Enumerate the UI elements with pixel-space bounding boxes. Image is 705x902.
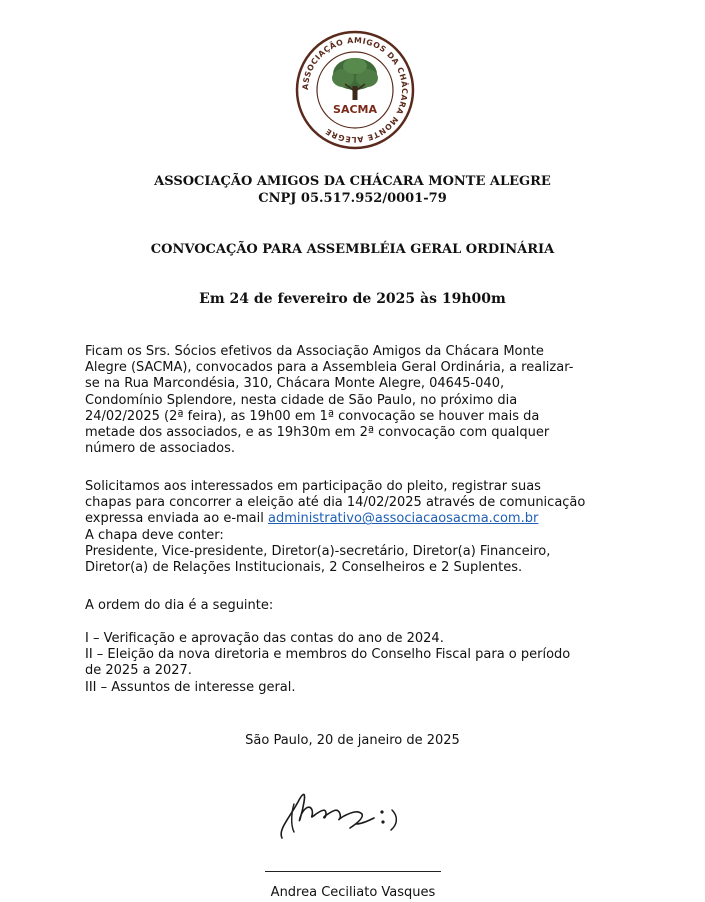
email-prefix: expressa enviada ao e-mail: [85, 511, 269, 527]
logo-ring-text: ASSOCIAÇÃO AMIGOS DA CHÁCARA MONTE ALEGRE: [300, 35, 410, 145]
agenda-intro: A ordem do dia é a seguinte:: [85, 598, 274, 613]
text-line: 24/02/2025 (2ª feira), as 19h00 em 1ª convocação se houver mais da: [85, 408, 540, 424]
text-line: Condomínio Splendore, nesta cidade de São Paulo, no próximo dia: [85, 392, 518, 408]
text-line: chapas para concorrer a eleição até dia 14/02/2025 através de comunicação: [85, 495, 586, 511]
convocation-paragraph: [85, 344, 630, 457]
text-line: Ficam os Srs. Sócios efetivos da Associação Amigos da Chácara Monte: [85, 344, 544, 359]
email-line: [85, 511, 630, 527]
text-line: Alegre (SACMA), convocados para a Assembleia Geral Ordinária, a realizar-: [85, 360, 574, 376]
agenda-item: I – Verificação e aprovação das contas do ano de 2024.: [85, 631, 444, 646]
text-line: se na Rua Marcondésia, 310, Chácara Monte Alegre, 04645-040,: [85, 376, 505, 392]
handwritten-signature: [270, 780, 420, 850]
email-link[interactable]: administrativo@associacaosacma.com.br: [268, 511, 539, 527]
place-date: São Paulo, 20 de janeiro de 2025: [245, 733, 460, 748]
text-line: metade dos associados, e as 19h30m em 2ª convocação com qualquer: [85, 425, 550, 441]
registration-paragraph: [85, 479, 630, 576]
agenda-item: III – Assuntos de interesse geral.: [85, 679, 296, 695]
text-line: número de associados.: [85, 441, 235, 457]
signature-line: [265, 871, 441, 872]
sacma-logo: [295, 30, 415, 150]
text-line: Presidente, Vice-presidente, Diretor(a)-secretário, Diretor(a) Financeiro,: [85, 543, 551, 559]
text-line: Diretor(a) de Relações Institucionais, 2 Conselheiros e 2 Suplentes.: [85, 560, 523, 576]
signatory-name: Andrea Ceciliato Vasques: [270, 885, 436, 900]
agenda-item: II – Eleição da nova diretoria e membros do Conselho Fiscal para o período: [85, 647, 571, 663]
text-line: A chapa deve conter:: [85, 527, 224, 543]
agenda-item: de 2025 a 2027.: [85, 663, 192, 679]
logo-label: SACMA: [333, 103, 377, 116]
agenda-list: [85, 631, 630, 696]
org-name: ASSOCIAÇÃO AMIGOS DA CHÁCARA MONTE ALEGRE: [154, 174, 551, 189]
text-line: Solicitamos aos interessados em participação do pleito, registrar suas: [85, 479, 541, 494]
notice-title: CONVOCAÇÃO PARA ASSEMBLÉIA GERAL ORDINÁRIA: [150, 242, 555, 257]
meeting-date: Em 24 de fevereiro de 2025 às 19h00m: [199, 291, 506, 307]
cnpj: CNPJ 05.517.952/0001-79: [258, 191, 447, 206]
